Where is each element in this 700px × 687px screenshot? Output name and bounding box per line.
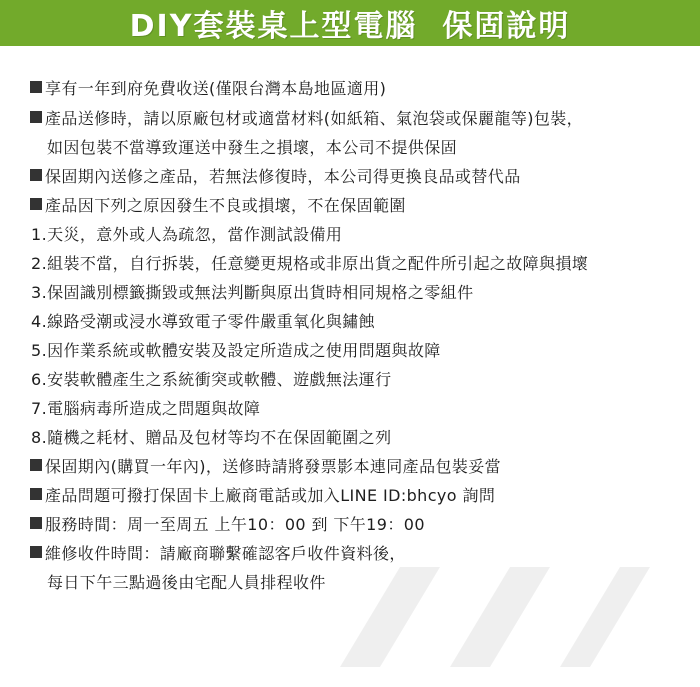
warranty-line bbox=[31, 421, 391, 451]
warranty-line bbox=[31, 363, 391, 393]
warranty-line-text: 1.天災，意外或人為疏忽，當作測試設備用 bbox=[31, 224, 343, 244]
warranty-line-text: 2.組裝不當，自行拆裝，任意變更規格或非原出貨之配件所引起之故障與損壞 bbox=[31, 253, 589, 273]
warranty-line bbox=[30, 102, 583, 132]
warranty-line-text: 7.電腦病毒所造成之問題與故障 bbox=[31, 398, 261, 418]
square-bullet-icon bbox=[30, 459, 42, 471]
warranty-line bbox=[47, 131, 457, 161]
warranty-line-text: 保固期內(購買一年內)，送修時請將發票影本連同產品包裝妥當 bbox=[45, 456, 502, 476]
warranty-line bbox=[30, 160, 521, 190]
square-bullet-icon bbox=[30, 546, 42, 558]
warranty-line bbox=[31, 392, 260, 422]
square-bullet-icon bbox=[30, 488, 42, 500]
warranty-line-text: 6.安裝軟體產生之系統衝突或軟體、遊戲無法運行 bbox=[31, 369, 392, 389]
warranty-line-text: 5.因作業系統或軟體安裝及設定所造成之使用問題與故障 bbox=[31, 340, 441, 360]
warranty-line bbox=[31, 218, 342, 248]
warranty-line bbox=[31, 247, 588, 277]
square-bullet-icon bbox=[30, 198, 42, 210]
warranty-line-text: 服務時間：周一至周五 上午10：00 到 下午19：00 bbox=[45, 514, 425, 534]
warranty-line bbox=[30, 450, 501, 480]
warranty-line bbox=[30, 479, 495, 509]
warranty-line-text: 3.保固識別標籤撕毀或無法判斷與原出貨時相同規格之零組件 bbox=[31, 282, 474, 302]
square-bullet-icon bbox=[30, 169, 42, 181]
warranty-line-text: 產品送修時，請以原廠包材或適當材料(如紙箱、氣泡袋或保麗龍等)包裝， bbox=[45, 108, 584, 128]
page-title: DIY套裝桌上型電腦 保固說明 bbox=[129, 9, 571, 44]
warranty-line-text: 8.隨機之耗材、贈品及包材等均不在保固範圍之列 bbox=[31, 427, 392, 447]
warranty-line-text: 產品問題可撥打保固卡上廠商電話或加入LINE ID:bhcyo 詢問 bbox=[45, 485, 496, 505]
warranty-line-text: 如因包裝不當導致運送中發生之損壞，本公司不提供保固 bbox=[47, 137, 458, 157]
warranty-line-text: 產品因下列之原因發生不良或損壞，不在保固範圍 bbox=[45, 195, 406, 215]
square-bullet-icon bbox=[30, 111, 42, 123]
square-bullet-icon bbox=[30, 81, 42, 93]
warranty-line bbox=[30, 72, 386, 102]
warranty-line bbox=[31, 305, 375, 335]
warranty-line bbox=[31, 334, 441, 364]
warranty-line bbox=[30, 508, 425, 538]
header-banner bbox=[0, 0, 700, 46]
warranty-line-text: 4.線路受潮或浸水導致電子零件嚴重氧化與鏽蝕 bbox=[31, 311, 376, 331]
warranty-line-text: 維修收件時間：請廠商聯繫確認客戶收件資料後， bbox=[45, 543, 406, 563]
square-bullet-icon bbox=[30, 517, 42, 529]
warranty-line bbox=[31, 276, 473, 306]
warranty-line bbox=[47, 566, 326, 596]
warranty-line bbox=[30, 537, 406, 567]
warranty-line-text: 享有一年到府免費收送(僅限台灣本島地區適用) bbox=[45, 78, 387, 98]
warranty-line-text: 保固期內送修之產品，若無法修復時，本公司得更換良品或替代品 bbox=[45, 166, 521, 186]
warranty-line-text: 每日下午三點過後由宅配人員排程收件 bbox=[47, 572, 326, 592]
warranty-line bbox=[30, 189, 406, 219]
